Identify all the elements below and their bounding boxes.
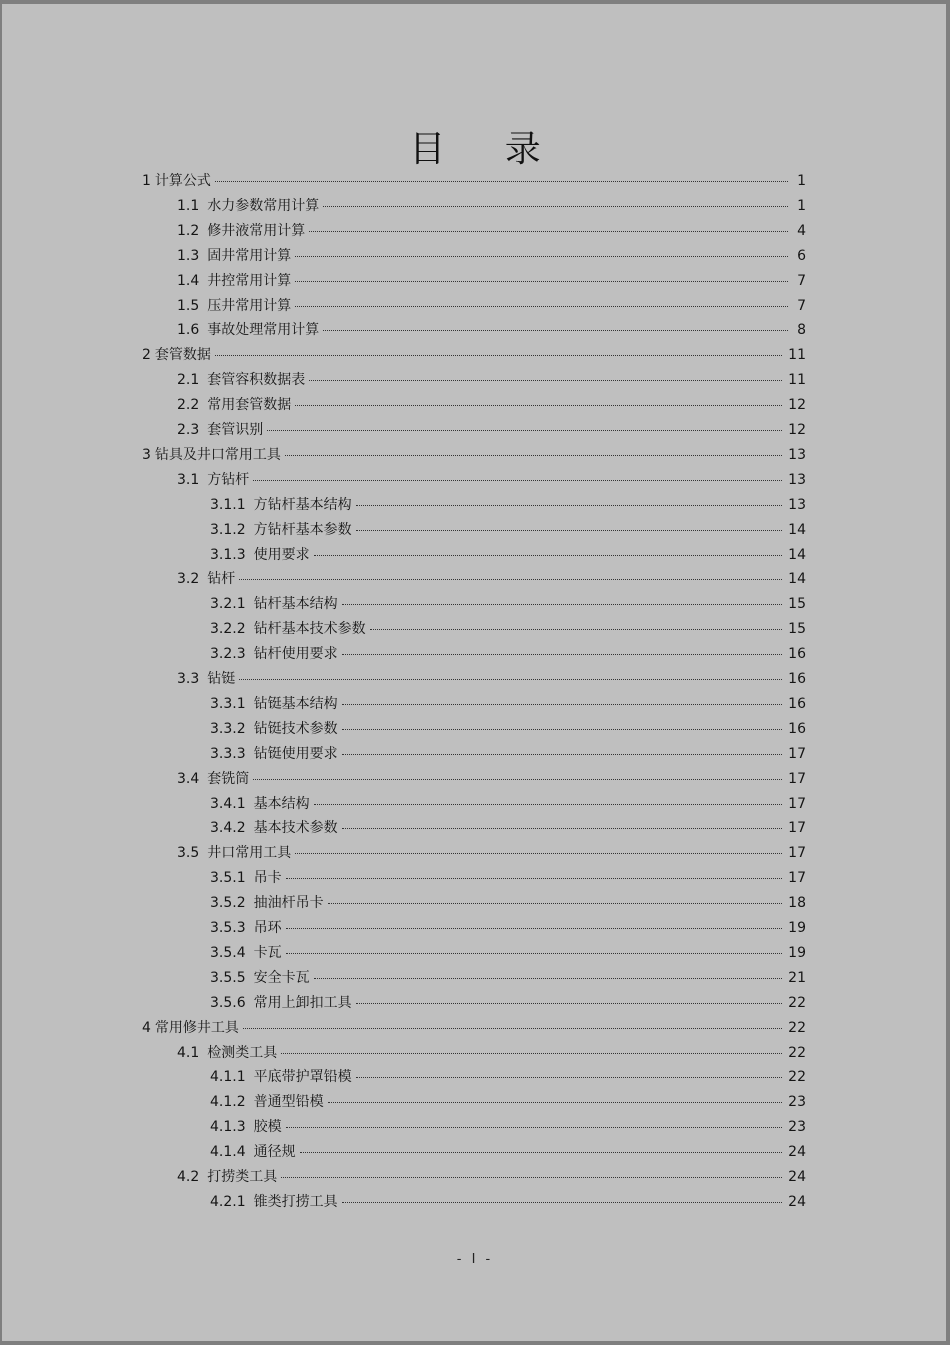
dot-leader [342, 704, 783, 705]
dot-leader [370, 629, 783, 630]
toc-entry-number: 3.5.1 [210, 870, 246, 887]
dot-leader [295, 853, 782, 854]
toc-entry-level-3[interactable] [210, 917, 806, 937]
toc-entry-number: 1.5 [177, 297, 200, 314]
dot-leader [342, 754, 783, 755]
toc-entry-page-number: 23 [788, 1094, 806, 1111]
dot-leader [253, 480, 782, 481]
toc-entry-title: 常用上卸扣工具 [253, 994, 352, 1011]
toc-entry-title: 普通型铅模 [253, 1094, 324, 1111]
toc-entry-title: 方钻杆基本参数 [253, 521, 352, 538]
toc-entry-level-3[interactable] [210, 743, 806, 763]
toc-entry-page-number: 22 [788, 1044, 806, 1061]
toc-entry-title: 套管识别 [207, 422, 264, 438]
toc-entry-number: 3.1 [177, 471, 200, 488]
toc-entry-level-2[interactable] [177, 568, 806, 588]
toc-entry-page-number: 16 [788, 720, 806, 737]
toc-entry-level-3[interactable] [210, 519, 806, 539]
toc-entry-number: 4.1 [177, 1044, 200, 1061]
toc-entry-page-number: 16 [788, 646, 806, 663]
toc-entry-number: 3.2.2 [210, 621, 246, 638]
toc-entry-title: 钻铤 [207, 671, 236, 687]
toc-entry-title: 常用修井工具 [154, 1019, 239, 1036]
dot-leader [239, 579, 782, 580]
toc-entry-number: 1.6 [177, 322, 200, 339]
toc-entry-level-2[interactable] [177, 295, 806, 315]
toc-entry-number: 1 [142, 173, 151, 189]
toc-entry-page-number: 14 [788, 571, 806, 588]
toc-entry-page-number: 12 [788, 422, 806, 438]
dot-leader [286, 928, 783, 929]
dot-leader [342, 1202, 783, 1203]
toc-entry-title: 钻铤基本结构 [253, 695, 338, 712]
toc-entry-level-2[interactable] [177, 270, 806, 290]
toc-entry-page-number: 16 [788, 671, 806, 687]
toc-entry-title: 事故处理常用计算 [207, 322, 320, 339]
toc-entry-number: 4.1.4 [210, 1144, 246, 1161]
toc-entry-level-2[interactable] [177, 768, 806, 788]
toc-entry-page-number: 11 [788, 347, 806, 364]
toc-entry-title: 方钻杆 [207, 471, 250, 488]
toc-entry-page-number: 1 [797, 173, 806, 189]
dot-leader [281, 1053, 782, 1054]
toc-entry-page-number: 17 [788, 870, 806, 887]
toc-entry-page-number: 15 [788, 596, 806, 613]
toc-entry-title: 套管容积数据表 [207, 372, 306, 389]
toc-entry-level-3[interactable] [210, 544, 806, 564]
dot-leader [309, 231, 788, 232]
toc-entry-title: 抽油杆吊卡 [253, 895, 324, 912]
toc-entry-page-number: 24 [788, 1169, 806, 1185]
dot-leader [286, 878, 783, 879]
toc-entry-level-1[interactable] [142, 1017, 806, 1037]
dot-leader [314, 804, 783, 805]
dot-leader [328, 1102, 783, 1103]
toc-entry-level-2[interactable] [177, 668, 806, 688]
toc-entry-title: 钻杆基本结构 [253, 596, 338, 613]
toc-entry-number: 2.2 [177, 397, 200, 414]
page-title: 目 录 [409, 129, 565, 170]
dot-leader [281, 1177, 782, 1178]
toc-entry-page-number: 8 [797, 322, 806, 339]
toc-entry-level-3[interactable] [210, 1191, 806, 1211]
toc-entry-number: 3.5.2 [210, 895, 246, 912]
toc-entry-number: 3.1.3 [210, 546, 246, 563]
toc-entry-number: 1.3 [177, 247, 200, 264]
toc-entry-page-number: 18 [788, 895, 806, 912]
toc-entry-number: 4.1.2 [210, 1094, 246, 1111]
dot-leader [314, 978, 783, 979]
toc-entry-level-2[interactable] [177, 469, 806, 489]
toc-entry-number: 3 [142, 446, 151, 463]
toc-entry-page-number: 12 [788, 397, 806, 414]
toc-entry-level-3[interactable] [210, 618, 806, 638]
dot-leader [295, 256, 788, 257]
dot-leader [328, 903, 783, 904]
toc-entry-level-1[interactable] [142, 170, 806, 190]
toc-entry-title: 井口常用工具 [207, 845, 292, 862]
toc-entry-number: 3.5.5 [210, 969, 246, 986]
dot-leader [323, 206, 788, 207]
toc-entry-number: 4.1.1 [210, 1069, 246, 1086]
toc-entry-page-number: 22 [788, 994, 806, 1011]
toc-entry-page-number: 23 [788, 1119, 806, 1136]
toc-entry-number: 3.3.3 [210, 745, 246, 762]
toc-entry-level-3[interactable] [210, 1116, 806, 1136]
toc-entry-page-number: 1 [797, 197, 806, 214]
toc-entry-level-3[interactable] [210, 817, 806, 837]
toc-entry-level-2[interactable] [177, 195, 806, 215]
toc-entry-number: 3.3 [177, 671, 200, 687]
toc-entry-page-number: 14 [788, 546, 806, 563]
toc-entry-level-2[interactable] [177, 369, 806, 389]
toc-entry-number: 3.5.3 [210, 920, 246, 936]
toc-entry-level-3[interactable] [210, 1091, 806, 1111]
toc-entry-number: 3.1.1 [210, 496, 246, 513]
toc-entry-title: 套铣筒 [207, 770, 250, 787]
toc-entry-title: 基本结构 [253, 795, 310, 812]
toc-entry-level-3[interactable] [210, 494, 806, 514]
toc-entry-level-2[interactable] [177, 1166, 806, 1186]
dot-leader [295, 281, 788, 282]
toc-entry-number: 3.5.4 [210, 944, 246, 961]
toc-entry-level-3[interactable] [210, 892, 806, 912]
toc-entry-number: 3.4.1 [210, 795, 246, 812]
toc-entry-page-number: 14 [788, 521, 806, 538]
toc-entry-title: 使用要求 [253, 546, 310, 563]
toc-entry-title: 钻杆 [207, 571, 236, 588]
dot-leader [356, 1003, 783, 1004]
toc-entry-page-number: 17 [788, 820, 806, 837]
toc-entry-number: 3.2.1 [210, 596, 246, 613]
toc-entry-number: 4.2.1 [210, 1193, 246, 1210]
toc-entry-level-2[interactable] [177, 220, 806, 240]
toc-entry-level-2[interactable] [177, 1042, 806, 1062]
toc-entry-title: 固井常用计算 [207, 247, 292, 264]
toc-entry-number: 3.4.2 [210, 820, 246, 837]
toc-entry-page-number: 13 [788, 471, 806, 488]
toc-entry-page-number: 24 [788, 1144, 806, 1161]
toc-entry-page-number: 17 [788, 795, 806, 812]
toc-entry-title: 钻具及井口常用工具 [154, 446, 281, 463]
toc-entry-title: 胶模 [253, 1119, 282, 1136]
toc-entry-level-3[interactable] [210, 967, 806, 987]
dot-leader [243, 1028, 782, 1029]
dot-leader [342, 654, 783, 655]
toc-entry-level-3[interactable] [210, 718, 806, 738]
dot-leader [239, 679, 782, 680]
dot-leader [342, 828, 783, 829]
dot-leader [314, 555, 783, 556]
toc-entry-number: 4.2 [177, 1169, 200, 1185]
toc-entry-title: 水力参数常用计算 [207, 197, 320, 214]
toc-entry-title: 方钻杆基本结构 [253, 496, 352, 513]
toc-entry-number: 3.2.3 [210, 646, 246, 663]
toc-entry-page-number: 13 [788, 496, 806, 513]
toc-entry-title: 修井液常用计算 [207, 222, 306, 239]
toc-entry-number: 3.3.2 [210, 720, 246, 737]
toc-entry-level-2[interactable] [177, 842, 806, 862]
page-number-footer: - I - [456, 1252, 494, 1267]
toc-entry-level-3[interactable] [210, 1141, 806, 1161]
toc-entry-title: 基本技术参数 [253, 820, 338, 837]
toc-entry-level-3[interactable] [210, 793, 806, 813]
dot-leader [342, 729, 783, 730]
dot-leader [286, 1127, 783, 1128]
toc-entry-page-number: 22 [788, 1019, 806, 1036]
dot-leader [215, 355, 782, 356]
toc-entry-title: 锥类打捞工具 [253, 1193, 338, 1210]
toc-entry-level-3[interactable] [210, 593, 806, 613]
toc-entry-number: 2.3 [177, 422, 200, 438]
toc-entry-number: 3.2 [177, 571, 200, 588]
toc-entry-number: 2.1 [177, 372, 200, 389]
dot-leader [253, 779, 782, 780]
toc-entry-number: 3.5.6 [210, 994, 246, 1011]
toc-entry-number: 2 [142, 347, 151, 364]
dot-leader [323, 330, 788, 331]
toc-entry-level-3[interactable] [210, 867, 806, 887]
dot-leader [295, 405, 782, 406]
toc-entry-title: 套管数据 [154, 347, 211, 364]
toc-entry-level-3[interactable] [210, 992, 806, 1012]
toc-entry-page-number: 24 [788, 1193, 806, 1210]
toc-entry-title: 井控常用计算 [207, 272, 292, 289]
toc-entry-title: 吊环 [253, 920, 282, 936]
toc-entry-title: 压井常用计算 [207, 297, 292, 314]
toc-entry-page-number: 22 [788, 1069, 806, 1086]
toc-entry-title: 通径规 [253, 1144, 296, 1161]
toc-entry-title: 卡瓦 [253, 944, 282, 961]
toc-entry-number: 3.3.1 [210, 695, 246, 712]
toc-entry-number: 4 [142, 1019, 151, 1036]
toc-entry-title: 钻铤使用要求 [253, 745, 338, 762]
toc-entry-page-number: 7 [797, 297, 806, 314]
dot-leader [267, 430, 782, 431]
toc-entry-page-number: 16 [788, 695, 806, 712]
toc-entry-number: 3.1.2 [210, 521, 246, 538]
toc-entry-title: 检测类工具 [207, 1044, 278, 1061]
toc-entry-number: 3.5 [177, 845, 200, 862]
dot-leader [295, 306, 788, 307]
dot-leader [356, 505, 783, 506]
toc-entry-level-3[interactable] [210, 693, 806, 713]
toc-entry-page-number: 17 [788, 770, 806, 787]
toc-entry-page-number: 17 [788, 845, 806, 862]
toc-entry-title: 钻铤技术参数 [253, 720, 338, 737]
toc-entry-title: 安全卡瓦 [253, 969, 310, 986]
toc-entry-level-3[interactable] [210, 643, 806, 663]
toc-entry-page-number: 15 [788, 621, 806, 638]
dot-leader [285, 455, 782, 456]
toc-entry-level-3[interactable] [210, 1066, 806, 1086]
toc-entry-page-number: 11 [788, 372, 806, 389]
toc-entry-page-number: 4 [797, 222, 806, 239]
dot-leader [356, 1077, 783, 1078]
toc-entry-title: 钻杆使用要求 [253, 646, 338, 663]
toc-entry-level-1[interactable] [142, 444, 806, 464]
toc-entry-page-number: 21 [788, 969, 806, 986]
toc-entry-title: 平底带护罩铅模 [253, 1069, 352, 1086]
toc-entry-title: 计算公式 [154, 173, 211, 189]
toc-entry-number: 1.2 [177, 222, 200, 239]
toc-entry-level-2[interactable] [177, 419, 806, 439]
dot-leader [300, 1152, 783, 1153]
toc-entry-page-number: 6 [797, 247, 806, 264]
toc-entry-title: 钻杆基本技术参数 [253, 621, 366, 638]
dot-leader [356, 530, 783, 531]
toc-entry-title: 常用套管数据 [207, 397, 292, 414]
toc-entry-number: 3.4 [177, 770, 200, 787]
toc-entry-page-number: 17 [788, 745, 806, 762]
toc-entry-level-2[interactable] [177, 245, 806, 265]
dot-leader [215, 181, 788, 182]
toc-entry-title: 打捞类工具 [207, 1169, 278, 1185]
dot-leader [309, 380, 782, 381]
dot-leader [342, 604, 783, 605]
toc-entry-level-1[interactable] [142, 344, 806, 364]
toc-entry-level-2[interactable] [177, 319, 806, 339]
toc-entry-page-number: 7 [797, 272, 806, 289]
toc-entry-page-number: 13 [788, 446, 806, 463]
toc-entry-level-2[interactable] [177, 394, 806, 414]
toc-entry-level-3[interactable] [210, 942, 806, 962]
toc-entry-page-number: 19 [788, 920, 806, 936]
toc-entry-number: 1.4 [177, 272, 200, 289]
toc-entry-title: 吊卡 [253, 870, 282, 887]
toc-entry-number: 1.1 [177, 197, 200, 214]
toc-entry-page-number: 19 [788, 944, 806, 961]
dot-leader [286, 953, 783, 954]
toc-entry-number: 4.1.3 [210, 1119, 246, 1136]
